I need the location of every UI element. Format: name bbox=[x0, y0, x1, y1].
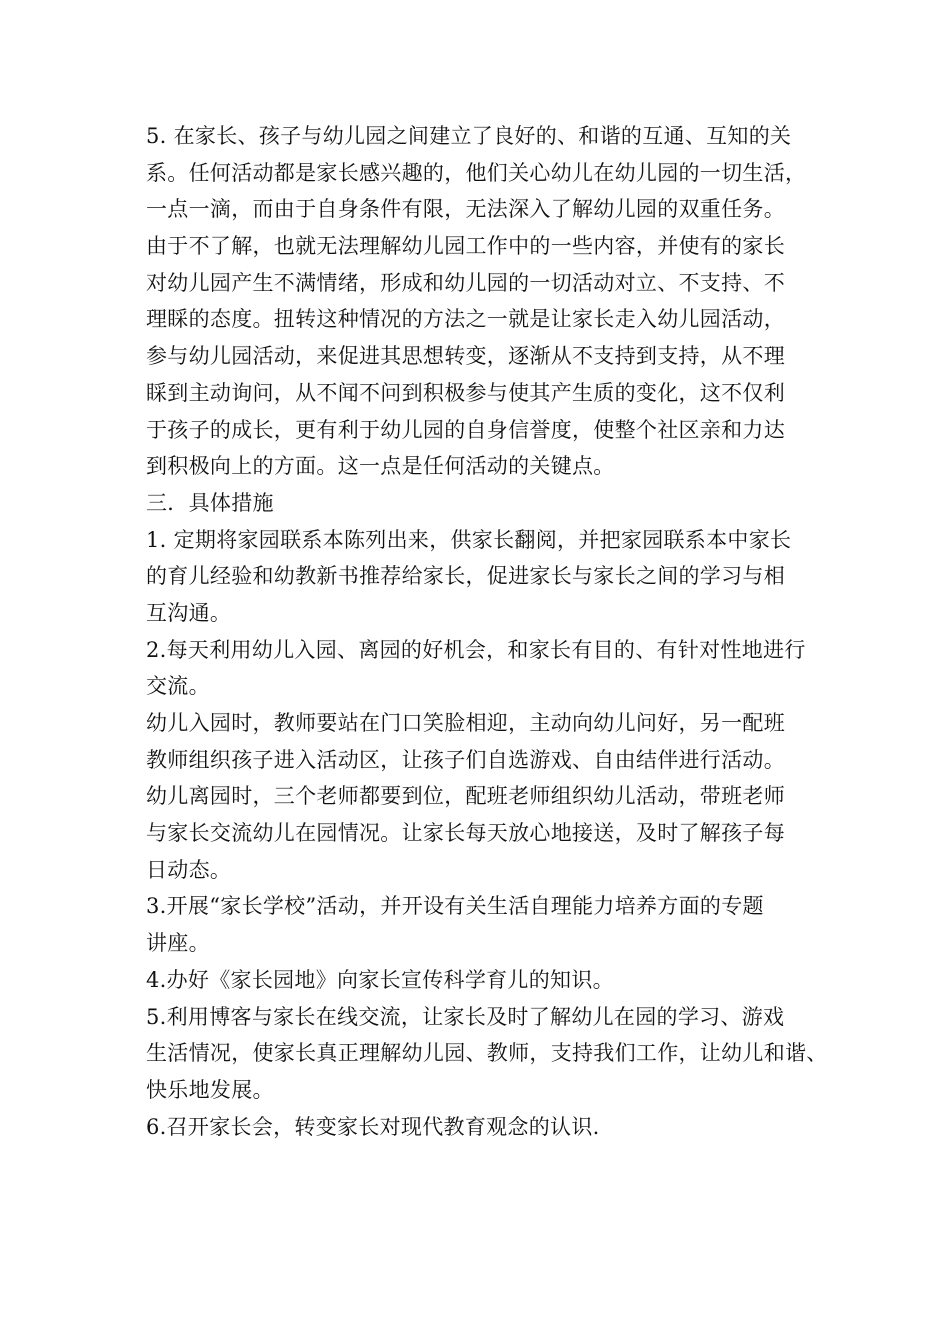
body-line: 幼儿离园时，三个老师都要到位，配班老师组织幼儿活动，带班老师 bbox=[146, 784, 785, 809]
body-line: 幼儿入园时，教师要站在门口笑脸相迎，主动向幼儿问好，另一配班 bbox=[146, 711, 785, 735]
body-line: 5. 在家长、孩子与幼儿园之间建立了良好的、和谐的互通、互知的关 bbox=[146, 124, 792, 148]
list-item-1: 1. 定期将家园联系本陈列出来，供家长翻阅，并把家园联系本中家长 bbox=[146, 527, 792, 552]
body-line: 参与幼儿园活动，来促进其思想转变，逐渐从不支持到支持，从不理 bbox=[146, 344, 785, 369]
list-item-4: 4.办好《家长园地》向家长宣传科学育儿的知识。 bbox=[146, 967, 614, 992]
list-item-6: 6.召开家长会，转变家长对现代教育观念的认识. bbox=[146, 1114, 600, 1139]
body-line: 互沟通。 bbox=[146, 600, 232, 625]
body-line: 理睬的态度。扭转这种情况的方法之一就是让家长走入幼儿园活动， bbox=[146, 307, 785, 332]
body-line: 日动态。 bbox=[146, 857, 232, 882]
body-line: 与家长交流幼儿在园情况。让家长每天放心地接送，及时了解孩子每 bbox=[146, 821, 785, 846]
body-line: 教师组织孩子进入活动区，让孩子们自选游戏、自由结伴进行活动。 bbox=[146, 747, 785, 772]
body-line: 睬到主动询问，从不闻不问到积极参与使其产生质的变化，这不仅利 bbox=[146, 380, 785, 405]
body-line: 于孩子的成长，更有利于幼儿园的自身信誉度，使整个社区亲和力达 bbox=[146, 417, 785, 442]
body-line: 生活情况，使家长真正理解幼儿园、教师，支持我们工作，让幼儿和谐、 bbox=[146, 1041, 828, 1066]
document-body bbox=[146, 118, 826, 1145]
body-line: 快乐地发展。 bbox=[146, 1077, 274, 1102]
body-line: 系。任何活动都是家长感兴趣的，他们关心幼儿在幼儿园的一切生活， bbox=[146, 160, 807, 185]
body-line: 到积极向上的方面。这一点是任何活动的关键点。 bbox=[146, 454, 615, 479]
list-item-5: 5.利用博客与家长在线交流，让家长及时了解幼儿在园的学习、游戏 bbox=[146, 1004, 785, 1029]
body-line: 的育儿经验和幼教新书推荐给家长，促进家长与家长之间的学习与相 bbox=[146, 564, 785, 589]
body-line: 交流。 bbox=[146, 674, 210, 699]
list-item-3: 3.开展“家长学校”活动，并开设有关生活自理能力培养方面的专题 bbox=[146, 894, 764, 919]
body-line: 一点一滴，而由于自身条件有限，无法深入了解幼儿园的双重任务。 bbox=[146, 197, 785, 222]
body-line: 由于不了解，也就无法理解幼儿园工作中的一些内容，并使有的家长 bbox=[146, 234, 785, 259]
list-item-2: 2.每天利用幼儿入园、离园的好机会，和家长有目的、有针对性地进行 bbox=[146, 637, 806, 662]
body-line: 对幼儿园产生不满情绪，形成和幼儿园的一切活动对立、不支持、不 bbox=[146, 270, 785, 295]
body-line: 讲座。 bbox=[146, 931, 210, 956]
section-heading: 三．具体措施 bbox=[146, 490, 274, 515]
